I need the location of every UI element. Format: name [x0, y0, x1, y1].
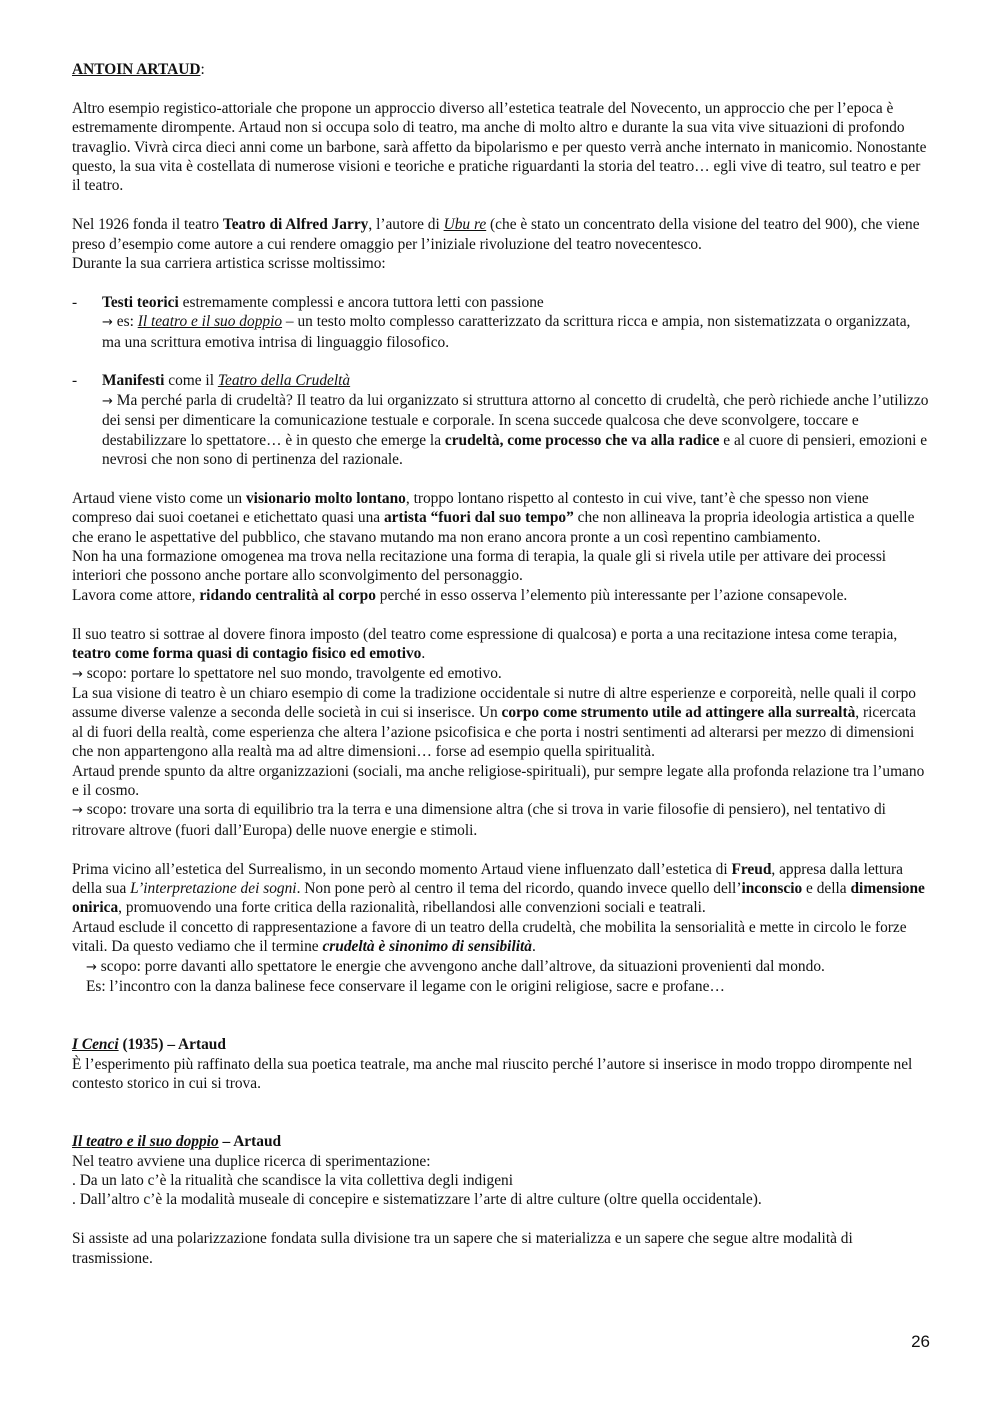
heading-doppio: Il teatro e il suo doppio – Artaud: [72, 1133, 282, 1151]
paragraph-doppio-3: . Dall’altro c’è la modalità museale di concepire e sistematizzare l’arte di altre culture (oltre quella occidentale).: [72, 1191, 762, 1209]
paragraph-scopo-1: → scopo: portare lo spettatore nel suo mondo, travolgente ed emotivo.: [72, 664, 502, 682]
paragraph-scopo-3: → scopo: porre davanti allo spettatore le energie che avvengono anche dall’altrove, da situazioni provenienti dal mondo.: [86, 957, 825, 975]
paragraph-attore: Lavora come attore, ridando centralità al corpo perché in esso osserva l’elemento più interessante per l’azione consapevole.: [72, 586, 848, 604]
heading-cenci: I Cenci (1935) – Artaud: [72, 1036, 226, 1054]
paragraph-doppio-2: . Da un lato c’è la ritualità che scandisce la vita collettiva degli indigeni: [72, 1172, 514, 1190]
paragraph-intro: Altro esempio registico-attoriale che propone un approccio diverso all’estetica teatrale del Novecento, un approccio che per l’epoca è estremamente dirompente. Artaud non si occupa solo di teatro, ma anche di molto altro e durante la sua vita vive situazioni di profondo travaglio. Vivrà circa dieci anni come un barbone, sarà affetto da bipolarismo e per questo verrà anche internato in manicomio. Nonostante questo, la sua vita è costellata di numerose visioni e teoriche e pratiche riguardanti la storia del teatro… egli vive di teatro, sul teatro e per il teatro.: [72, 99, 927, 195]
arrow-icon: →: [102, 315, 113, 331]
page-number: 26: [911, 1332, 930, 1351]
paragraph-visionario: Artaud viene visto come un visionario molto lontano, troppo lontano rispetto al contesto in cui vive, tant’è che spesso non viene compreso dai suoi coetanei e etichettato quasi una artista “fuori dal suo tempo” che non allineava la propria ideologia artistica a quelle che erano le aspettative del pubblico, che stavano mutando ma non erano ancora pronte a un così repentino cambiamento.: [72, 489, 915, 546]
paragraph-scopo-2: → scopo: trovare una sorta di equilibrio tra la terra e una dimensione altra (che si trova in varie filosofie di pensiero), nel tentativo di ritrovare altrove (fuori dall’Europa) delle nuove energie e stimoli.: [72, 801, 886, 839]
title-text: ANTOIN ARTAUD: [72, 61, 201, 78]
arrow-icon: →: [72, 803, 83, 819]
paragraph-doppio-4: Si assiste ad una polarizzazione fondata sulla divisione tra un sapere che si materializza e un sapere che segue altre modalità di trasmissione.: [72, 1230, 853, 1267]
paragraph-cenci: È l’esperimento più raffinato della sua poetica teatrale, ma anche mal riuscito perché l’autore si inserisce in modo troppo dirompente nel contesto storico in cui si trova.: [72, 1055, 913, 1092]
paragraph-cosmo: Artaud prende spunto da altre organizzazioni (sociali, ma anche religiose-spirituali), pur sempre legate alla profonda relazione tra l’umano e il cosmo.: [72, 762, 925, 799]
list-item-testi-teorici: - Testi teorici estremamente complessi e ancora tuttora letti con passione → es: Il teatro e il suo doppio – un testo molto complesso caratterizzato da scrittura ricca e ampia, non sistematizzata o organizzata, ma una scrittura emotiva intrisa di linguaggio filosofico.: [72, 293, 911, 351]
paragraph-crudelta: Artaud esclude il concetto di rappresentazione a favore di un teatro della crudeltà, che mobilita la sensorialità e mette in circolo le forze vitali. Da questo vediamo che il termine crudeltà è sinonimo di sensibilità.: [72, 918, 907, 956]
section-title: ANTOIN ARTAUD:: [72, 61, 205, 78]
arrow-icon: →: [72, 666, 83, 682]
paragraph-terapia: Il suo teatro si sottrae al dovere finora imposto (del teatro come espressione di qualcosa) e porta a una recitazione intesa come terapia, teatro come forma quasi di contagio fisico ed emotivo.: [72, 625, 898, 663]
paragraph-jarry: Nel 1926 fonda il teatro Teatro di Alfred Jarry, l’autore di Ubu re (che è stato un concentrato della visione del teatro del 900), che viene preso d’esempio come autore a cui rendere omaggio per l’iniziale rivoluzione del teatro novecentesco.: [72, 216, 920, 253]
paragraph-freud: Prima vicino all’estetica del Surrealismo, in un secondo momento Artaud viene influenzato dall’estetica di Freud, appresa dalla lettura della sua L’interpretazione dei sogni. Non pone però al centro il tema del ricordo, quando invece quello dell’inconscio e della dimensione onirica, promuovendo una forte critica della razionalità, ribellandosi alle convenzioni sociali e teatrali.: [72, 860, 925, 917]
paragraph-formazione: Non ha una formazione omogenea ma trova nella recitazione una forma di terapia, la quale gli si rivela utile per attivare dei processi interiori che possono anche portare allo sconvolgimento del personaggio.: [72, 548, 887, 585]
arrow-icon: →: [86, 959, 97, 975]
document-page: [72, 60, 930, 1268]
list-item-manifesti: - Manifesti come il Teatro della Crudeltà → Ma perché parla di crudeltà? Il teatro da lui organizzato si struttura attorno al concetto di crudeltà, che però richiede anche l’utilizzo dei sensi per dimenticare la comunicazione testuale e corporale. In scena succede qualcosa che deve sconvolgere, toccare e destabilizzare lo spettatore… è in questo che emerge la crudeltà, come processo che va alla radice e al cuore di pensieri, emozioni e nevrosi che non sono di pertinenza del razionale.: [72, 372, 929, 469]
paragraph-esempio: Es: l’incontro con la danza balinese fece conservare il legame con le origini religiose, sacre e profane…: [86, 977, 725, 995]
paragraph-doppio-1: Nel teatro avviene una duplice ricerca di sperimentazione:: [72, 1152, 431, 1170]
paragraph-career: Durante la sua carriera artistica scrisse moltissimo:: [72, 255, 386, 273]
paragraph-corpo: La sua visione di teatro è un chiaro esempio di come la tradizione occidentale si nutre di altre esperienze e corporeità, nelle quali il corpo assume diverse valenze a seconda delle società in cui si inserisce. Un corpo come strumento utile ad attingere alla surrealtà, ricercata al di fuori della realtà, come esperienza che altera l’azione psicofisica e che porta i nostri sentimenti ad alterarsi per mezzo di dimensioni che non appartengono alla realtà ma ad altre dimensioni… forse ad esempio quella spiritualità.: [72, 684, 917, 761]
arrow-icon: →: [102, 393, 113, 409]
